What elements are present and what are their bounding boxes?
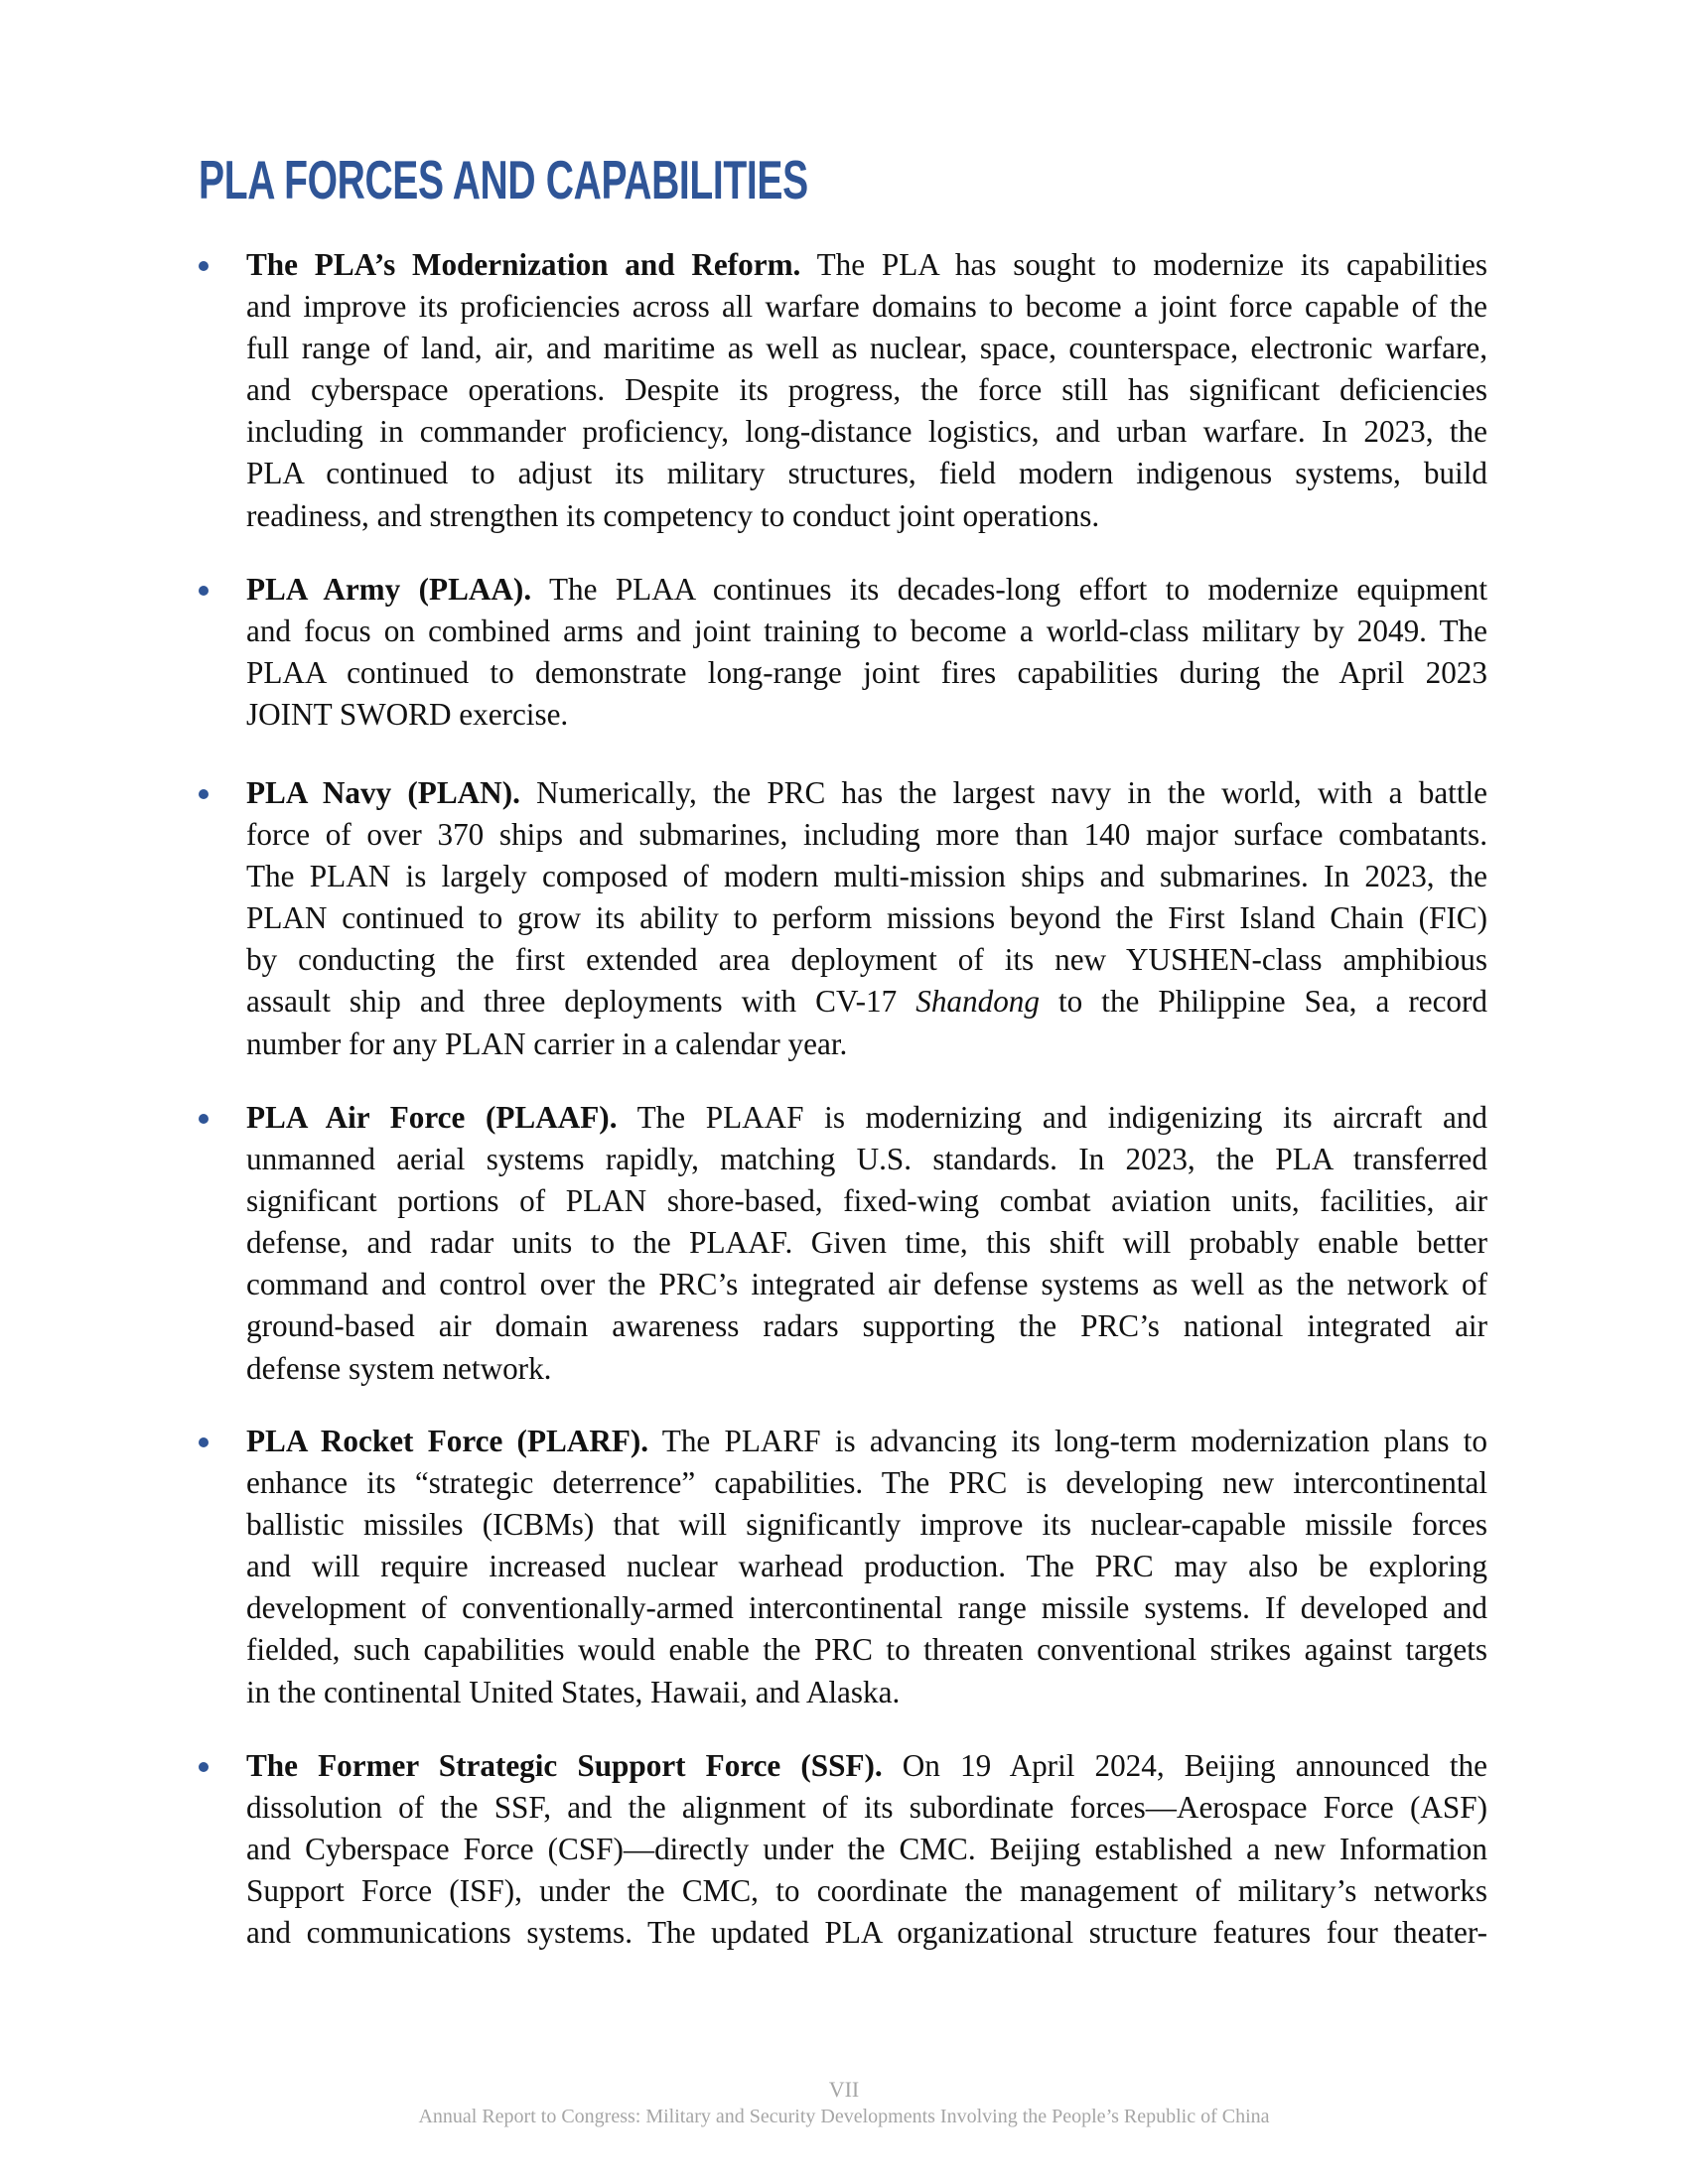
- bullet-icon: [199, 789, 209, 799]
- text-line: The Former Strategic Support Force (SSF). On 19 April 2024, Beijing announced the: [246, 1748, 1487, 1783]
- bullet-pla-navy: [246, 772, 1487, 1065]
- bullet-heading: PLA Rocket Force (PLARF).: [246, 1424, 649, 1458]
- page-title: PLA FORCES AND CAPABILITIES: [199, 149, 808, 210]
- bullet-heading: The Former Strategic Support Force (SSF).: [246, 1748, 883, 1783]
- text-line: defense, and radar units to the PLAAF. Given time, this shift will probably enable better: [246, 1225, 1487, 1261]
- text-line: command and control over the PRC’s integrated air defense systems as well as the network of: [246, 1267, 1487, 1302]
- bullet-heading: PLA Army (PLAA).: [246, 572, 532, 607]
- ship-name: Shandong: [915, 984, 1040, 1020]
- text-line: including in commander proficiency, long-distance logistics, and urban warfare. In 2023, the: [246, 414, 1487, 450]
- bullet-pla-air-force: [246, 1097, 1487, 1390]
- bullet-former-ssf: [246, 1745, 1487, 1954]
- text-line: in the continental United States, Hawaii, and Alaska.: [246, 1674, 901, 1709]
- text-line: enhance its “strategic deterrence” capabilities. The PRC is developing new intercontinental: [246, 1465, 1487, 1501]
- text-line: PLA Air Force (PLAAF). The PLAAF is modernizing and indigenizing its aircraft and: [246, 1100, 1487, 1135]
- text-line: by conducting the first extended area deployment of its new YUSHEN-class amphibious: [246, 942, 1487, 978]
- text-line: significant portions of PLAN shore-based, fixed-wing combat aviation units, facilities, air: [246, 1183, 1487, 1219]
- text-line: ballistic missiles (ICBMs) that will significantly improve its nuclear-capable missile forces: [246, 1507, 1487, 1543]
- text-line: PLA continued to adjust its military structures, field modern indigenous systems, build: [246, 456, 1487, 491]
- bullet-icon: [199, 586, 209, 596]
- text-line: and improve its proficiencies across all warfare domains to become a joint force capable of the: [246, 289, 1487, 325]
- text-line: PLAA continued to demonstrate long-range joint fires capabilities during the April 2023: [246, 655, 1487, 691]
- text-line: PLAN continued to grow its ability to perform missions beyond the First Island Chain (FIC): [246, 900, 1487, 936]
- bullet-icon: [199, 1762, 209, 1772]
- text-line: and Cyberspace Force (CSF)—directly under the CMC. Beijing established a new Information: [246, 1832, 1487, 1867]
- text-line: The PLAN is largely composed of modern multi-mission ships and submarines. In 2023, the: [246, 859, 1487, 894]
- text-line: ground-based air domain awareness radars supporting the PRC’s national integrated air: [246, 1308, 1487, 1344]
- bullet-pla-rocket-force: [246, 1421, 1487, 1713]
- text-line: and cyberspace operations. Despite its progress, the force still has significant deficiencies: [246, 372, 1487, 408]
- text-line: defense system network.: [246, 1350, 552, 1386]
- text-line: PLA Navy (PLAN). Numerically, the PRC has the largest navy in the world, with a battle: [246, 775, 1487, 810]
- bullet-modernization-reform: [246, 244, 1487, 537]
- text-line: and communications systems. The updated PLA organizational structure features four theater-: [246, 1915, 1487, 1951]
- text-line: full range of land, air, and maritime as well as nuclear, space, counterspace, electronic warfare,: [246, 331, 1487, 366]
- text-line: and focus on combined arms and joint training to become a world-class military by 2049. The: [246, 614, 1487, 649]
- bullet-heading: PLA Air Force (PLAAF).: [246, 1100, 618, 1135]
- bullet-icon: [199, 261, 209, 271]
- text-line: readiness, and strengthen its competency to conduct joint operations.: [246, 497, 1100, 533]
- text-line: unmanned aerial systems rapidly, matching U.S. standards. In 2023, the PLA transferred: [246, 1142, 1487, 1177]
- text-line: number for any PLAN carrier in a calendar year.: [246, 1025, 848, 1061]
- page-number: VII: [828, 2077, 860, 2102]
- text-line: assault ship and three deployments with CV-17 Shandong to the Philippine Sea, a record: [246, 984, 1487, 1020]
- text-line: development of conventionally-armed intercontinental range missile systems. If developed and: [246, 1590, 1487, 1626]
- bullet-icon: [199, 1114, 209, 1124]
- text-line: PLA Rocket Force (PLARF). The PLARF is advancing its long-term modernization plans to: [246, 1424, 1487, 1458]
- text-line: The PLA’s Modernization and Reform. The PLA has sought to modernize its capabilities: [246, 247, 1487, 282]
- bullet-pla-army: [246, 569, 1487, 736]
- text-line: PLA Army (PLAA). The PLAA continues its decades-long effort to modernize equipment: [246, 572, 1487, 607]
- text-line: dissolution of the SSF, and the alignment of its subordinate forces—Aerospace Force (ASF): [246, 1790, 1487, 1826]
- bullet-heading: PLA Navy (PLAN).: [246, 775, 520, 810]
- text-line: Support Force (ISF), under the CMC, to coordinate the management of military’s networks: [246, 1873, 1487, 1909]
- text-line: JOINT SWORD exercise.: [246, 697, 569, 733]
- bullet-icon: [199, 1437, 209, 1447]
- text-line: force of over 370 ships and submarines, including more than 140 major surface combatants.: [246, 817, 1487, 853]
- footer-report-title: Annual Report to Congress: Military and Security Developments Involving the People’s Republic of China: [418, 2106, 1270, 2127]
- text-line: and will require increased nuclear warhead production. The PRC may also be exploring: [246, 1549, 1487, 1584]
- bullet-heading: The PLA’s Modernization and Reform.: [246, 247, 801, 282]
- text-line: fielded, such capabilities would enable the PRC to threaten conventional strikes against targets: [246, 1632, 1487, 1668]
